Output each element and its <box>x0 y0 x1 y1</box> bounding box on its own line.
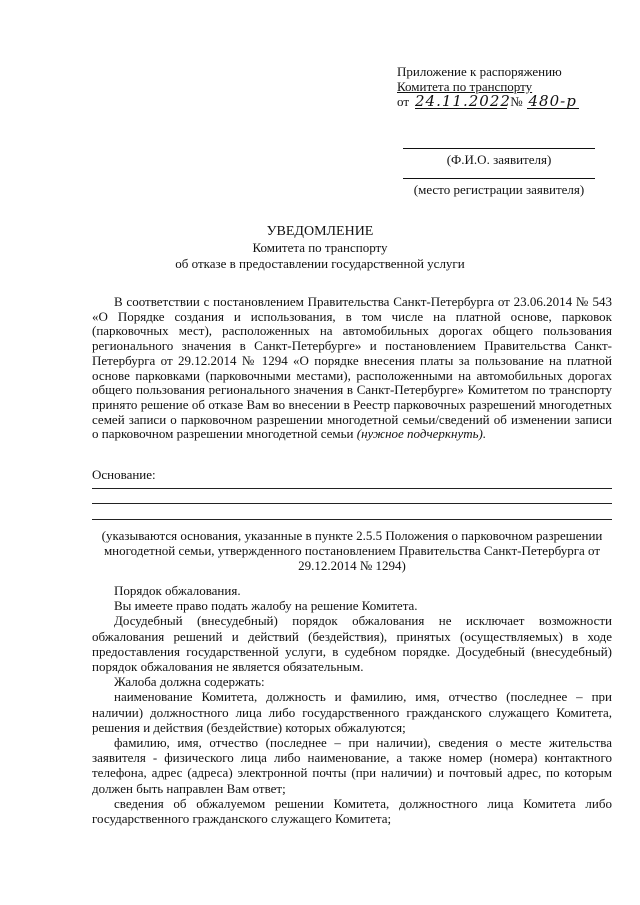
from-label: от <box>397 94 410 109</box>
complaint-item-2: фамилию, имя, отчество (последнее – при наличии), сведения о месте жительства заявителя - физического лица либо наименование, а также номер (номера) контактного телефона, адрес (адреса) электронной почты (при наличии) и почтовый адрес, по которым должен быть направлен Вам ответ; <box>92 735 612 796</box>
title-line-2: Комитета по транспорту <box>252 240 388 255</box>
fio-line <box>403 148 595 149</box>
number-label: № <box>510 94 523 109</box>
appendix-date-line <box>397 94 617 109</box>
complaint-item-1: наименование Комитета, должность и фамилию, имя, отчество (последнее – при наличии) должностного лица либо государственного гражданского служащего Комитета, решения и действия (бездействие) которых обжалуются; <box>92 689 612 735</box>
basis-fill-line-3 <box>92 519 612 520</box>
order-number: 480-р <box>528 92 577 110</box>
notice-body <box>92 295 612 442</box>
appeal-heading: Порядок обжалования. <box>114 583 241 598</box>
appendix-line-1: Приложение к распоряжению <box>397 64 562 79</box>
registration-caption: (место регистрации заявителя) <box>413 182 585 197</box>
appeal-right: Вы имеете право подать жалобу на решение Комитета. <box>114 598 418 614</box>
appeal-pretrial: Досудебный (внесудебный) порядок обжалования не исключает возможности обжалования решений и действий (бездействия), принятых (осуществляемых) в ходе предоставления государственной услуги, в судебном порядке. Досудебный (внесудебный) порядок обжалования не является обязательным. <box>92 613 612 675</box>
appeal-section <box>92 583 612 826</box>
appendix-line-2: Комитета по транспорту <box>397 79 533 94</box>
notice-title <box>80 224 560 272</box>
appendix-header <box>397 64 617 109</box>
order-date: 24.11.2022 <box>415 92 511 110</box>
title-line-3: об отказе в предоставлении государственной услуги <box>175 256 465 271</box>
notice-text: В соответствии с постановлением Правительства Санкт-Петербурга от 23.06.2014 № 543 «О Порядке создания и использования, в том числе на платной основе, парковок (парковочных мест), расположенных на автомобильных дорогах общего пользования регионального значения в Санкт-Петербурге» и постановлением Правительства Санкт-Петербурга от 29.12.2014 № 1294 «О порядке внесения платы за пользование на платной основе парковками (парковочными местами), расположенными на автомобильных дорогах общего пользования регионального значения в Санкт-Петербурге» Комитетом по транспорту принято решение об отказе Вам во внесении в Реестр парковочных разрешений многодетных семей записи о парковочном разрешении многодетной семьи/сведений об изменении записи о парковочном разрешении многодетной семьи <box>92 294 612 442</box>
basis-note: (указываются основания, указанные в пункте 2.5.5 Положения о парковочном разрешении многодетной семьи, утвержденного постановлением Правительства Санкт-Петербурга от 29.12.2014 № 1294) <box>101 528 603 573</box>
complaint-item-3: сведения об обжалуемом решении Комитета, должностного лица Комитета либо государственного гражданского служащего Комитета; <box>92 795 612 827</box>
basis-fill-line-1 <box>92 488 612 489</box>
title-main: УВЕДОМЛЕНИЕ <box>266 224 374 239</box>
notice-hint: (нужное подчеркнуть). <box>356 426 487 442</box>
basis-label: Основание: <box>92 467 156 482</box>
registration-line <box>403 178 595 179</box>
complaint-heading: Жалоба должна содержать: <box>114 674 265 690</box>
fio-caption: (Ф.И.О. заявителя) <box>446 152 552 167</box>
basis-fill-line-2 <box>92 503 612 504</box>
